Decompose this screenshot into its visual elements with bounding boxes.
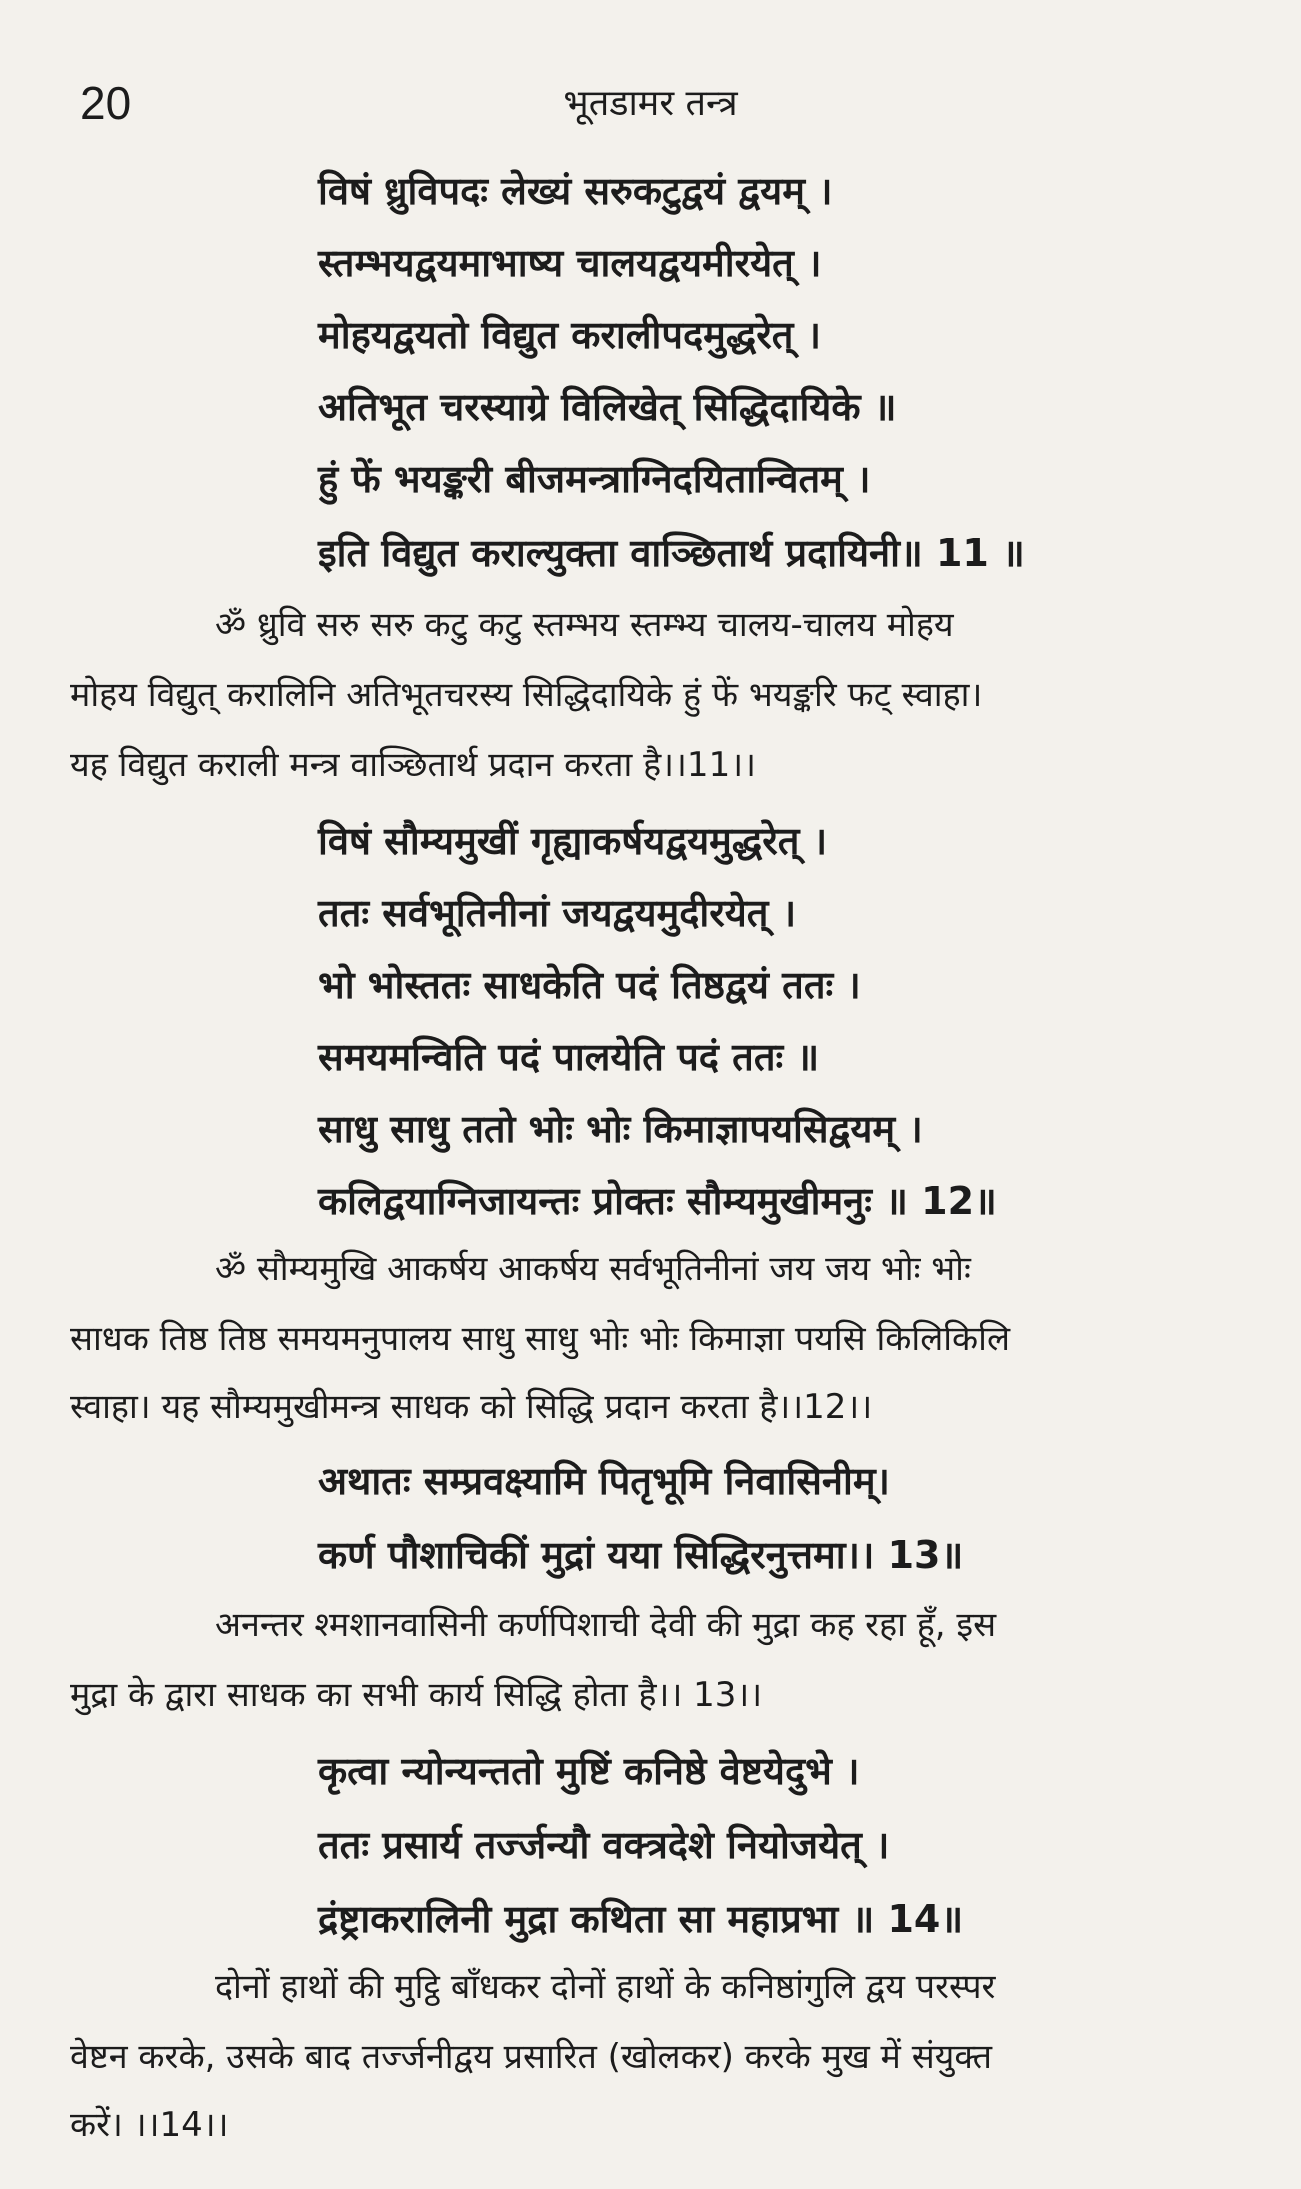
running-title: भूतडामर तन्त्र — [563, 83, 738, 124]
verse-line: कृत्वा न्योन्यन्ततो मुष्टिं कनिष्ठे वेष्टयेदुभे । — [318, 1749, 860, 1793]
prose-line: वेष्टन करके, उसके बाद तर्ज्जनीद्वय प्रसारित (खोलकर) करके मुख में संयुक्त — [70, 2037, 993, 2077]
prose-line: ॐ सौम्यमुखि आकर्षय आकर्षय सर्वभूतिनीनां जय जय भोः भोः — [215, 1249, 971, 1289]
prose-line: मोहय विद्युत् करालिनि अतिभूतचरस्य सिद्धिदायिके हुं फें भयङ्करि फट् स्वाहा। — [70, 675, 983, 715]
verse-line: विषं सौम्यमुखीं गृह्याकर्षयद्वयमुद्धरेत् । — [318, 819, 828, 863]
verse-line: समयमन्विति पदं पालयेति पदं ततः ॥ — [318, 1035, 820, 1079]
verse-line: अतिभूत चरस्याग्रे विलिखेत् सिद्धिदायिके ॥ — [318, 385, 897, 429]
prose-line: स्वाहा। यह सौम्यमुखीमन्त्र साधक को सिद्धि प्रदान करता है।।12।। — [70, 1387, 873, 1427]
prose-line: साधक तिष्ठ तिष्ठ समयमनुपालय साधु साधु भोः भोः किमाज्ञा पयसि किलिकिलि — [70, 1319, 1011, 1359]
verse-line: द्रंष्ट्राकरालिनी मुद्रा कथिता सा महाप्रभा ॥ 14॥ — [318, 1897, 964, 1941]
verse-line: कर्ण पौशाचिकीं मुद्रां यया सिद्धिरनुत्तमा।। 13॥ — [318, 1533, 964, 1577]
verse-line: ततः प्रसार्य तर्ज्जन्यौ वक्त्रदेशे नियोजयेत् । — [318, 1823, 890, 1867]
verse-line: विषं ध्रुविपदः लेख्यं सरुकटुद्वयं द्वयम् । — [318, 169, 833, 213]
verse-line: अथातः सम्प्रवक्ष्यामि पितृभूमि निवासिनीम्। — [318, 1459, 890, 1503]
verse-line: कलिद्वयाग्निजायन्तः प्रोक्तः सौम्यमुखीमनुः ॥ 12॥ — [318, 1179, 997, 1223]
prose-line: मुद्रा के द्वारा साधक का सभी कार्य सिद्धि होता है।। 13।। — [70, 1675, 763, 1715]
verse-line: स्तम्भयद्वयमाभाष्य चालयद्वयमीरयेत् । — [318, 241, 822, 285]
verse-line: साधु साधु ततो भोः भोः किमाज्ञापयसिद्वयम् । — [318, 1107, 923, 1151]
prose-line: करें। ।।14।। — [70, 2105, 229, 2145]
verse-line: मोहयद्वयतो विद्युत करालीपदमुद्धरेत् । — [318, 313, 822, 357]
prose-line: अनन्तर श्मशानवासिनी कर्णपिशाची देवी की मुद्रा कह रहा हूँ, इस — [215, 1605, 997, 1645]
verse-line: भो भोस्ततः साधकेति पदं तिष्ठद्वयं ततः । — [318, 963, 861, 1007]
verse-line: ततः सर्वभूतिनीनां जयद्वयमुदीरयेत् । — [318, 891, 797, 935]
prose-line: दोनों हाथों की मुट्ठि बाँधकर दोनों हाथों के कनिष्ठांगुलि द्वय परस्पर — [215, 1967, 996, 2007]
prose-line: ॐ ध्रुवि सरु सरु कटु कटु स्तम्भय स्तम्भ्य चालय-चालय मोहय — [215, 605, 954, 645]
verse-line: हुं फें भयङ्करी बीजमन्त्राग्निदयितान्वितम् । — [318, 457, 871, 501]
page-number: 20 — [80, 77, 132, 129]
prose-line: यह विद्युत कराली मन्त्र वाञ्छितार्थ प्रदान करता है।।11।। — [70, 745, 756, 785]
verse-line: इति विद्युत कराल्युक्ता वाञ्छितार्थ प्रदायिनी॥ 11 ॥ — [318, 531, 1025, 575]
